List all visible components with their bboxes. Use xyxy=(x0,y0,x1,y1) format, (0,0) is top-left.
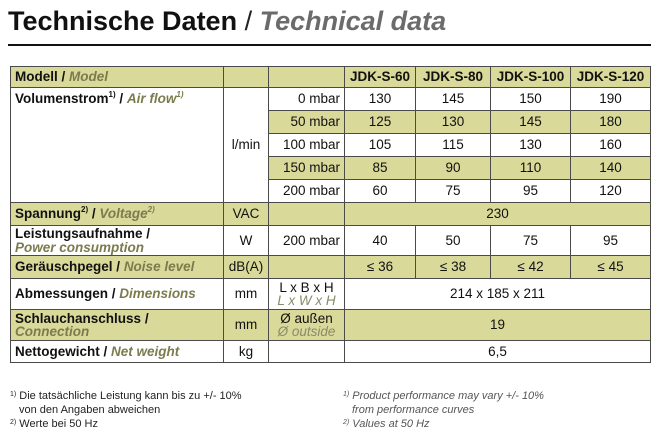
airflow-value: 90 xyxy=(416,157,491,180)
noise-value: ≤ 45 xyxy=(571,256,651,279)
footnotes-english xyxy=(343,389,544,431)
power-row xyxy=(11,226,651,256)
voltage-value: 230 xyxy=(345,203,651,226)
airflow-value: 85 xyxy=(345,157,416,180)
connection-value: 19 xyxy=(345,310,651,341)
airflow-value: 105 xyxy=(345,134,416,157)
airflow-value: 160 xyxy=(571,134,651,157)
airflow-value: 125 xyxy=(345,111,416,134)
airflow-value: 140 xyxy=(571,157,651,180)
dimensions-unit: mm xyxy=(224,279,269,310)
airflow-value: 130 xyxy=(345,88,416,111)
dimensions-cond: L x B x H L x W x H xyxy=(269,279,345,310)
title-english: Technical data xyxy=(259,6,447,36)
title-underline xyxy=(8,44,651,46)
footnote-1-de: $^{1)}$ Die tatsächliche Leistung kann bis zu +/- 10% xyxy=(10,390,242,402)
noise-unit: dB(A) xyxy=(224,256,269,279)
airflow-cond: 0 mbar xyxy=(269,88,345,111)
footnote-1-en-cont: from performance curves xyxy=(352,404,475,416)
airflow-value: 60 xyxy=(345,180,416,203)
voltage-label: Spannung$^{2)}$ / Voltage$^{2)}$ xyxy=(11,203,224,226)
title-separator: / xyxy=(244,6,253,36)
airflow-value: 145 xyxy=(491,111,571,134)
airflow-value: 130 xyxy=(416,111,491,134)
footnotes-german xyxy=(10,389,242,431)
weight-value: 6,5 xyxy=(345,341,651,363)
connection-label: Schlauchanschluss / Connection xyxy=(11,310,224,341)
dimensions-label: Abmessungen / Dimensions xyxy=(11,279,224,310)
airflow-cond: 150 mbar xyxy=(269,157,345,180)
airflow-cond: 50 mbar xyxy=(269,111,345,134)
dimensions-row xyxy=(11,279,651,310)
dimensions-value: 214 x 185 x 211 xyxy=(345,279,651,310)
airflow-label: Volumenstrom$^{1)}$ / Air flow$^{1)}$ xyxy=(11,88,224,203)
footnote-1-en: $^{1)}$ Product performance may vary +/- 10% xyxy=(343,390,544,402)
page-title xyxy=(8,6,446,37)
title-german: Technische Daten xyxy=(8,6,238,36)
airflow-unit: l/min xyxy=(224,88,269,203)
airflow-row-1 xyxy=(11,88,651,111)
noise-label: Geräuschpegel / Noise level xyxy=(11,256,224,279)
noise-value: ≤ 42 xyxy=(491,256,571,279)
footnote-2-en: $^{2)}$ Values at 50 Hz xyxy=(343,418,430,430)
noise-row xyxy=(11,256,651,279)
airflow-value: 75 xyxy=(416,180,491,203)
model-4: JDK-S-120 xyxy=(571,67,651,88)
technical-data-table xyxy=(10,66,651,363)
footnote-2-de: $^{2)}$ Werte bei 50 Hz xyxy=(10,418,98,430)
model-3: JDK-S-100 xyxy=(491,67,571,88)
footnote-1-de-cont: von den Angaben abweichen xyxy=(19,404,161,416)
airflow-cond: 200 mbar xyxy=(269,180,345,203)
airflow-value: 150 xyxy=(491,88,571,111)
power-value: 50 xyxy=(416,226,491,256)
airflow-value: 120 xyxy=(571,180,651,203)
connection-unit: mm xyxy=(224,310,269,341)
connection-row xyxy=(11,310,651,341)
connection-cond: Ø außen Ø outside xyxy=(269,310,345,341)
model-2: JDK-S-80 xyxy=(416,67,491,88)
power-label: Leistungsaufnahme / Power consumption xyxy=(11,226,224,256)
model-label: Modell / Model xyxy=(11,67,224,88)
voltage-row xyxy=(11,203,651,226)
power-unit: W xyxy=(224,226,269,256)
weight-row xyxy=(11,341,651,363)
airflow-value: 180 xyxy=(571,111,651,134)
airflow-value: 145 xyxy=(416,88,491,111)
airflow-cond: 100 mbar xyxy=(269,134,345,157)
weight-unit: kg xyxy=(224,341,269,363)
power-value: 75 xyxy=(491,226,571,256)
power-value: 40 xyxy=(345,226,416,256)
power-cond: 200 mbar xyxy=(269,226,345,256)
weight-label: Nettogewicht / Net weight xyxy=(11,341,224,363)
airflow-value: 130 xyxy=(491,134,571,157)
power-value: 95 xyxy=(571,226,651,256)
airflow-value: 110 xyxy=(491,157,571,180)
noise-value: ≤ 36 xyxy=(345,256,416,279)
header-row xyxy=(11,67,651,88)
model-1: JDK-S-60 xyxy=(345,67,416,88)
airflow-value: 190 xyxy=(571,88,651,111)
voltage-unit: VAC xyxy=(224,203,269,226)
noise-value: ≤ 38 xyxy=(416,256,491,279)
airflow-value: 115 xyxy=(416,134,491,157)
airflow-value: 95 xyxy=(491,180,571,203)
